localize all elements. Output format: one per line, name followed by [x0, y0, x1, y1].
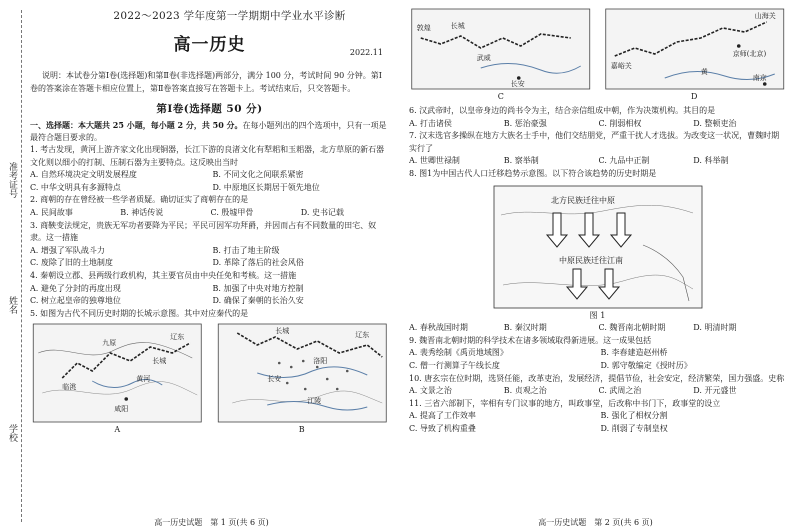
option-b[interactable]: B. 打击了地主阶级 [212, 245, 280, 255]
option-c[interactable]: C. 僧一行测算子午线长度 [409, 360, 500, 370]
option-d[interactable]: D. 郭守敬编定《授时历》 [600, 360, 692, 370]
option-c[interactable]: C. 九品中正制 [598, 156, 650, 166]
option-c[interactable]: C. 削弱相权 [598, 118, 642, 128]
option-b[interactable]: B. 惩治豪强 [503, 118, 547, 128]
question-9 [409, 335, 786, 373]
option-c[interactable]: C. 导致了机构重叠 [409, 423, 476, 433]
question-stem: 11. 三省六部制下，宰相有专门议事的地方，叫政事堂，后改称中书门下，政事堂的设立 [409, 398, 721, 408]
figure-1-mid-label: 中原民族迁往江南 [558, 255, 623, 265]
question-stem: 10. 唐玄宗在位时期，选贤任能，改革吏治，发展经济，提倡节俭，社会安定，经济繁荣，国力强盛。史称 [409, 373, 785, 383]
question-stem: 5. 如图为古代不同历史时期的长城示意图。其中对应秦代的是 [30, 308, 249, 318]
question-stem: 6. 汉武帝时，以皇帝身边的尚书令为主，结合亲信组成中朝，作为决策机构。其目的是 [409, 106, 716, 115]
option-d[interactable]: D. 史书记载 [300, 207, 344, 217]
map-c-place-0: 敦煌 [416, 24, 431, 32]
option-b[interactable]: B. 秦汉时期 [503, 323, 547, 333]
option-b[interactable]: B. 贞观之治 [503, 386, 547, 396]
figure-1-caption: 图 1 [589, 310, 606, 320]
section-instructions [30, 119, 389, 144]
map-a-place-3: 咸阳 [114, 405, 129, 414]
map-a-label: A [114, 425, 121, 435]
question-stem: 8. 图1为中国古代人口迁移趋势示意图。以下符合该趋势的历史时期是 [409, 168, 657, 178]
question-stem: 3. 商鞅变法规定，贵族无军功者要降为平民；平民可因军功拜爵，并因而占有不同数量的田宅、奴隶。这一措施 [30, 220, 377, 243]
option-a[interactable]: A. 避免了分封的再度出现 [30, 283, 121, 293]
option-a[interactable]: A. 提高了工作效率 [409, 411, 476, 421]
map-a[interactable] [30, 323, 205, 434]
map-a-place-4: 辽东 [170, 333, 185, 342]
section-title: 第Ⅰ卷(选择题 50 分) [156, 103, 263, 115]
binding-line [21, 10, 22, 522]
map-b-place-3: 长安 [266, 375, 281, 384]
question-6 [409, 105, 786, 130]
figure-1-top-label: 北方民族迁往中原 [550, 195, 615, 205]
map-c-place-1: 长城 [450, 22, 465, 30]
exam-number-label: 准考证号 [7, 162, 17, 198]
migration-map [493, 185, 703, 309]
page-2 [397, 0, 794, 532]
option-a[interactable]: A. 民间故事 [30, 207, 73, 217]
option-a[interactable]: A. 春秋战国时期 [409, 323, 468, 333]
option-d[interactable]: D. 明清时期 [693, 323, 737, 333]
option-c[interactable]: C. 废除了旧的土地制度 [30, 258, 113, 268]
option-a[interactable]: A. 增强了军队战斗力 [30, 245, 105, 255]
page-2-content [409, 8, 786, 514]
question-8 [409, 168, 786, 335]
option-d[interactable]: D. 整顿吏治 [693, 118, 737, 128]
option-c[interactable]: C. 殷墟甲骨 [210, 207, 254, 217]
option-c[interactable]: C. 中华文明具有多源特点 [30, 182, 121, 192]
map-c-place-2: 武威 [476, 54, 491, 62]
option-b[interactable]: B. 李春建造赵州桥 [600, 348, 668, 358]
map-a-place-5: 长城 [152, 357, 167, 366]
option-d[interactable]: D. 革除了落后的社会风俗 [212, 258, 304, 268]
question-2 [30, 194, 389, 219]
map-d-place-4: 嘉峪关 [610, 62, 632, 70]
map-d-label: D [691, 92, 698, 101]
map-b-place-0: 辽东 [354, 331, 369, 340]
option-b[interactable]: B. 不同文化之间联系紧密 [212, 170, 304, 180]
option-d[interactable]: D. 削弱了专制皇权 [600, 423, 668, 433]
option-c[interactable]: C. 武周之治 [598, 386, 642, 396]
option-b[interactable]: B. 强化了相权分割 [600, 411, 668, 421]
paper-date: 2022.11 [349, 48, 383, 57]
binding-margin [0, 0, 26, 532]
map-b-label: B [298, 425, 305, 435]
paper-title: 高一历史 [173, 35, 246, 55]
option-c[interactable]: C. 魏晋南北朝时期 [598, 323, 666, 333]
option-a[interactable]: A. 自然环境决定文明发展程度 [30, 170, 137, 180]
question-3 [30, 220, 389, 270]
question-stem: 1. 考古发现，黄河上游齐家文化出现铜器，长江下游的良渚文化有犁耜和玉耜器，北方草原的新石器文化则以细小的打制、压制石器为主要特点。这反映出当时 [30, 145, 385, 167]
option-d[interactable]: D. 科举制 [693, 156, 729, 166]
question-11 [409, 398, 786, 436]
map-c-label: C [497, 92, 504, 101]
great-wall-maps-ab [30, 323, 389, 434]
map-c-graphic [409, 8, 593, 90]
map-d-place-1: 京师(北京) [732, 50, 766, 58]
map-d[interactable] [603, 8, 787, 101]
question-stem: 7. 汉末选官多操纵在地方大族名士手中，他们交结朋党，严重干扰人才选拔。为改变这一状况，曹魏时期实行了 [409, 131, 780, 153]
question-7 [409, 130, 786, 168]
map-b-place-2: 洛阳 [312, 357, 327, 366]
page-2-footer: 高一历史试题 第 2 页(共 6 页) [538, 518, 653, 527]
option-a[interactable]: A. 文景之治 [409, 386, 452, 396]
option-b[interactable]: B. 察举制 [503, 156, 539, 166]
option-c[interactable]: C. 树立起皇帝的独尊地位 [30, 296, 121, 306]
option-a[interactable]: A. 裴秀绘制《禹贡地域图》 [409, 348, 508, 358]
option-d[interactable]: D. 中原地区长期居于领先地位 [212, 182, 320, 192]
map-d-place-3: 南京 [752, 74, 767, 82]
map-b[interactable] [215, 323, 390, 434]
map-a-place-2: 九原 [102, 339, 117, 348]
question-10 [409, 373, 786, 398]
instructions-rest: 在每小题列出的四个选项中，只有一项是最符合题目要求的。 [30, 121, 387, 142]
option-b[interactable]: B. 神话传说 [120, 207, 164, 217]
option-a[interactable]: A. 世卿世禄制 [409, 156, 460, 166]
map-b-place-1: 长城 [274, 327, 289, 336]
map-d-place-0: 山海关 [754, 12, 776, 20]
school-label: 学校 [7, 424, 17, 442]
option-d[interactable]: D. 开元盛世 [693, 386, 737, 396]
instructions-bold: 一、选择题：本大题共 25 小题，每小题 2 分，共 50 分。 [30, 120, 243, 130]
map-d-graphic [603, 8, 787, 90]
name-label: 姓名 [7, 296, 17, 314]
question-4 [30, 270, 389, 308]
exam-header: 2022～2023 学年度第一学期期中学业水平诊断 [113, 10, 346, 22]
map-b-place-4: 江陵 [306, 397, 321, 406]
question-stem: 4. 秦朝设立郡、县两级行政机构，其主要官员由中央任免和考核。这一措施 [30, 270, 297, 280]
map-a-graphic [30, 323, 205, 423]
map-a-place-1: 黄河 [136, 375, 151, 384]
figure-1 [493, 185, 703, 323]
question-stem: 9. 魏晋南北朝时期的科学技术在诸多领域取得新进展。这一成果包括 [409, 335, 652, 345]
option-b[interactable]: B. 加强了中央对地方控制 [212, 283, 304, 293]
page-1-content [30, 8, 389, 514]
option-a[interactable]: A. 打击诸侯 [409, 118, 452, 128]
map-a-place-0: 临洮 [62, 383, 77, 392]
map-c[interactable] [409, 8, 593, 101]
page-1-footer: 高一历史试题 第 1 页(共 6 页) [154, 518, 269, 527]
option-d[interactable]: D. 确保了秦朝的长治久安 [212, 296, 304, 306]
question-1 [30, 144, 389, 194]
question-stem: 2. 商朝的存在曾经被一些学者质疑。确切证实了商朝存在的是 [30, 195, 249, 205]
map-d-place-2: 黄 [700, 68, 708, 76]
map-c-place-3: 长安 [510, 80, 525, 88]
exam-notes: 说明：本试卷分第Ⅰ卷(选择题)和第Ⅱ卷(非选择题)两部分，满分 100 分，考试时间 90 分钟。第Ⅰ卷的答案涂在答题卡相应位置上，第Ⅱ卷答案直接写在答题卡上。考试结束后，只交答题卡。 [30, 71, 382, 93]
question-5 [30, 308, 389, 321]
map-b-graphic [215, 323, 390, 423]
great-wall-maps-cd [409, 8, 786, 101]
